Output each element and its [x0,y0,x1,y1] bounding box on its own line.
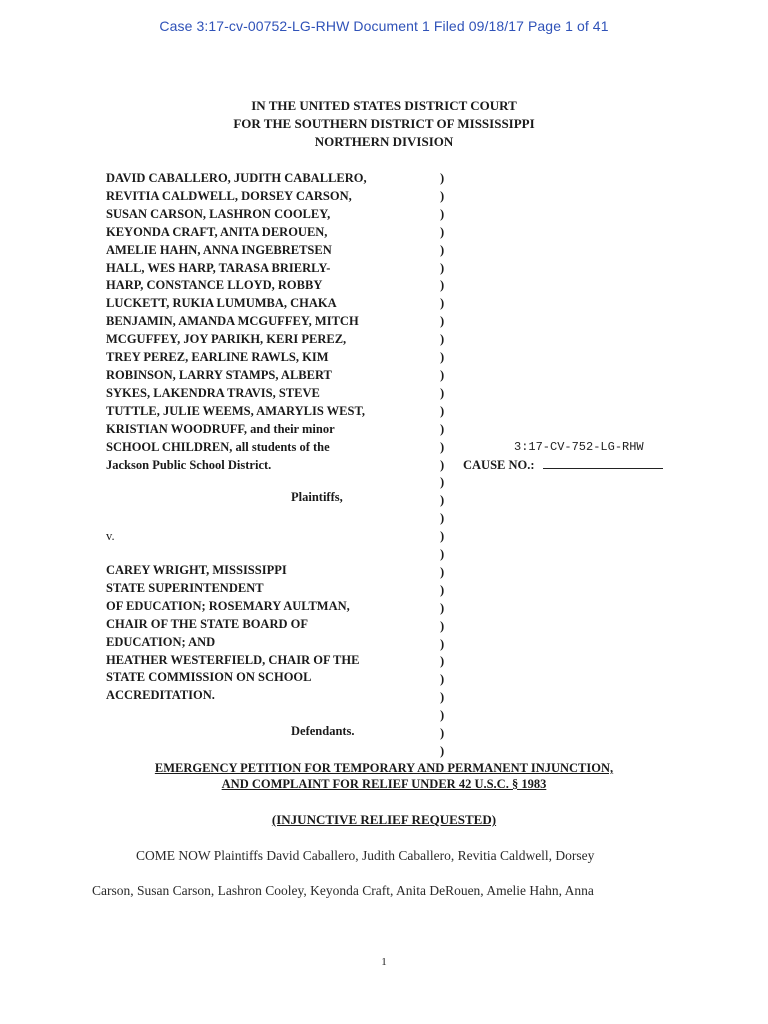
defendant-line: STATE SUPERINTENDENT [106,580,264,595]
body-paragraph-line: COME NOW Plaintiffs David Caballero, Judith Caballero, Revitia Caldwell, Dorsey [136,848,595,863]
plaintiff-line: MCGUFFEY, JOY PARIKH, KERI PEREZ, [106,332,347,347]
caption-paren: ) [440,600,445,615]
caption-paren: ) [440,206,445,221]
caption-paren: ) [440,367,445,382]
defendant-line: HEATHER WESTERFIELD, CHAIR OF THE [106,652,360,667]
caption-paren: ) [440,672,445,687]
plaintiff-line: SUSAN CARSON, LASHRON COOLEY, [106,206,331,221]
caption-paren: ) [440,636,445,651]
defendant-line: CAREY WRIGHT, MISSISSIPPI [106,563,287,577]
plaintiff-line: HARP, CONSTANCE LLOYD, ROBBY [106,278,323,293]
title-line: AND COMPLAINT FOR RELIEF UNDER 42 U.S.C. § 1983 [221,777,547,791]
court-line: NORTHERN DIVISION [314,134,454,149]
plaintiff-line: BENJAMIN, AMANDA MCGUFFEY, MITCH [106,314,359,329]
defendant-line: EDUCATION; AND [106,634,216,649]
caption-paren: ) [440,457,445,472]
caption-paren: ) [440,654,445,669]
title-line: EMERGENCY PETITION FOR TEMPORARY AND PERMANENT INJUNCTION, [154,761,614,775]
cause-blank-line [543,457,663,469]
defendant-line: STATE COMMISSION ON SCHOOL [106,670,312,685]
caption-paren: ) [440,439,445,454]
caption-paren: ) [440,582,445,597]
court-line: IN THE UNITED STATES DISTRICT COURT [251,98,517,113]
caption-paren: ) [440,475,445,490]
caption-paren: ) [440,529,445,544]
plaintiff-line: HALL, WES HARP, TARASA BRIERLY- [106,260,331,275]
caption-paren: ) [440,493,445,508]
versus-label: v. [106,529,115,543]
defendant-line: OF EDUCATION; ROSEMARY AULTMAN, [106,598,350,613]
caption-paren: ) [440,278,445,293]
document-title [0,760,768,792]
plaintiff-line: Jackson Public School District. [106,457,272,472]
caption-paren: ) [440,188,445,203]
defendant-line: CHAIR OF THE STATE BOARD OF [106,616,308,631]
caption-paren: ) [440,260,445,275]
caption-paren: ) [440,314,445,329]
plaintiff-line: DAVID CABALLERO, JUDITH CABALLERO, [106,171,367,185]
plaintiff-line: ROBINSON, LARRY STAMPS, ALBERT [106,367,332,382]
court-heading [0,97,768,151]
caption-paren: ) [440,242,445,257]
defendant-line: ACCREDITATION. [106,688,215,703]
caption-paren: ) [440,171,445,185]
body-paragraph-line: Carson, Susan Carson, Lashron Cooley, Keyonda Craft, Anita DeRouen, Amelie Hahn, Anna [92,883,594,898]
plaintiff-line: TREY PEREZ, EARLINE RAWLS, KIM [106,350,329,365]
caption-defendants [106,562,436,705]
court-line: FOR THE SOUTHERN DISTRICT OF MISSISSIPPI [233,116,535,131]
caption-paren: ) [440,708,445,723]
defendants-role-label: Defendants. [291,724,355,738]
plaintiffs-role-label: Plaintiffs, [291,490,343,504]
ecf-header-stamp: Case 3:17-cv-00752-LG-RHW Document 1 Filed 09/18/17 Page 1 of 41 [159,18,609,34]
caption-paren: ) [440,385,445,400]
caption-paren: ) [440,618,445,633]
case-number-stamp: 3:17-CV-752-LG-RHW [514,440,644,454]
plaintiff-line: TUTTLE, JULIE WEEMS, AMARYLIS WEST, [106,403,366,418]
page-number: 1 [381,956,387,968]
caption-paren: ) [440,690,445,705]
caption-paren: ) [440,744,445,758]
caption-paren: ) [440,224,445,239]
caption-paren: ) [440,547,445,562]
cause-number [463,457,663,473]
caption-paren: ) [440,564,445,579]
plaintiff-line: KRISTIAN WOODRUFF, and their minor [106,421,335,436]
plaintiff-line: REVITIA CALDWELL, DORSEY CARSON, [106,188,352,203]
caption-paren: ) [440,403,445,418]
plaintiff-line: AMELIE HAHN, ANNA INGEBRETSEN [106,242,332,257]
plaintiff-line: SYKES, LAKENDRA TRAVIS, STEVE [106,385,320,400]
plaintiff-line: LUCKETT, RUKIA LUMUMBA, CHAKA [106,296,337,311]
relief-requested: (INJUNCTIVE RELIEF REQUESTED) [271,812,497,827]
caption-parties [106,170,436,474]
caption-paren: ) [440,726,445,741]
caption-paren: ) [440,296,445,311]
caption-paren: ) [440,332,445,347]
caption-paren-column [440,170,450,761]
caption-paren: ) [440,350,445,365]
plaintiff-line: KEYONDA CRAFT, ANITA DEROUEN, [106,224,328,239]
caption-paren: ) [440,511,445,526]
plaintiff-line: SCHOOL CHILDREN, all students of the [106,439,330,454]
cause-label: CAUSE NO.: [463,458,535,472]
caption-paren: ) [440,421,445,436]
